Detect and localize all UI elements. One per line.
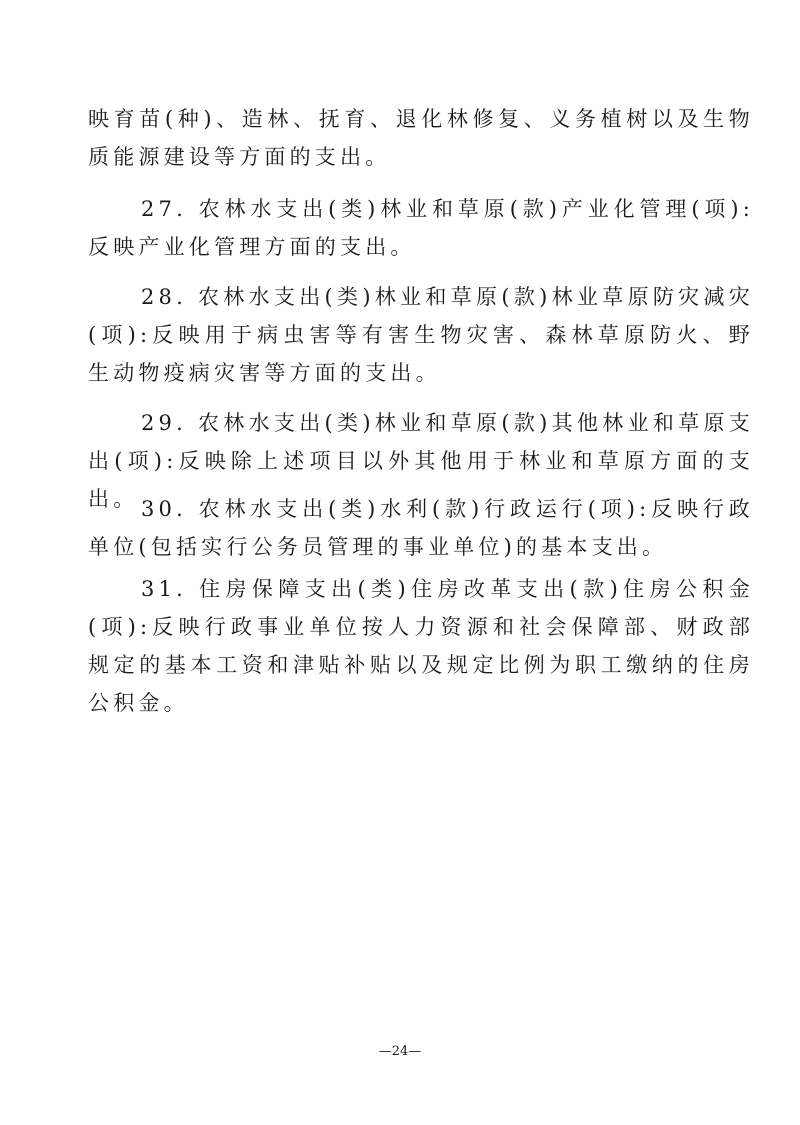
paragraph-item-31: 31. 住房保障支出(类)住房改革支出(款)住房公积金(项):反映行政事业单位按人力资源和社会保障部、财政部规定的基本工资和津贴补贴以及规定比例为职工缴纳的住房公积金。	[88, 577, 754, 715]
paragraph-item-29: 29. 农林水支出(类)林业和草原(款)其他林业和草原支出(项):反映除上述项目以外其他用于林业和草原方面的支出。	[88, 411, 754, 511]
paragraph-item-30: 30. 农林水支出(类)水利(款)行政运行(项):反映行政单位(包括实行公务员管理的事业单位)的基本支出。	[88, 497, 754, 559]
paragraph-continuation: 映育苗(种)、造林、抚育、退化林修复、义务植树以及生物质能源建设等方面的支出。	[88, 107, 754, 169]
paragraph-item-28: 28. 农林水支出(类)林业和草原(款)林业草原防灾减灾(项):反映用于病虫害等有害生物灾害、森林草原防火、野生动物疫病灾害等方面的支出。	[88, 285, 754, 385]
page-number: —24—	[378, 1044, 422, 1059]
paragraph-item-27: 27. 农林水支出(类)林业和草原(款)产业化管理(项):反映产业化管理方面的支出。	[88, 197, 754, 259]
